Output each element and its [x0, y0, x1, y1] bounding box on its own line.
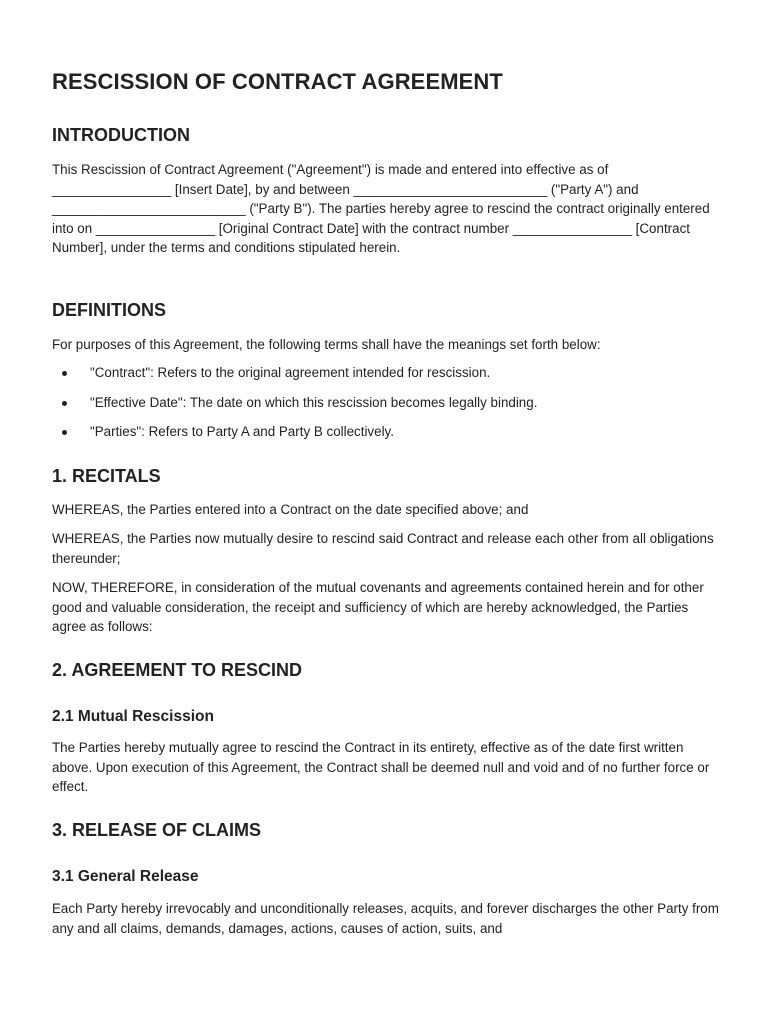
mutual-rescission-paragraph: The Parties hereby mutually agree to rescind the Contract in its entirety, effective as of the date first written above. Upon execution of this Agreement, the Contract shall be deemed null and void and of no further force or effect. — [52, 740, 710, 794]
definition-text: "Parties": Refers to Party A and Party B collectively. — [90, 424, 394, 439]
definitions-heading: DEFINITIONS — [52, 300, 167, 320]
general-release-subheading: 3.1 General Release — [52, 868, 199, 885]
definitions-lead: For purposes of this Agreement, the following terms shall have the meanings set forth below: — [52, 337, 601, 352]
definition-item — [52, 422, 712, 452]
recital-paragraph: WHEREAS, the Parties now mutually desire to rescind said Contract and release each other from all obligations thereunder; — [52, 531, 714, 566]
definition-text: "Effective Date": The date on which this rescission becomes legally binding. — [90, 394, 538, 410]
bullet-icon — [62, 371, 67, 376]
definitions-list — [52, 363, 712, 452]
agreement-to-rescind-heading: 2. AGREEMENT TO RESCIND — [52, 660, 303, 680]
general-release-paragraph: Each Party hereby irrevocably and unconditionally releases, acquits, and forever discharges the other Party from any and all claims, demands, damages, actions, causes of action, suits, and — [52, 901, 719, 936]
recitals-heading: 1. RECITALS — [52, 466, 161, 486]
definition-text: "Contract": Refers to the original agreement intended for rescission. — [90, 365, 491, 380]
definition-item — [52, 363, 712, 393]
release-of-claims-heading: 3. RELEASE OF CLAIMS — [52, 820, 262, 840]
introduction-heading: INTRODUCTION — [52, 125, 190, 145]
bullet-icon — [62, 430, 67, 435]
introduction-paragraph: This Rescission of Contract Agreement ("Agreement") is made and entered into effective as of ________________ [Insert Date], by and between __________________________ ("Party A") and __________________________ ("Party B"). The parties hereby agree to rescind the contract originally entered into on ________________ [Original Contract Date] with the contract number ________________ [Contract Number], under the terms and conditions stipulated herein. — [52, 162, 710, 255]
definition-item — [52, 393, 712, 423]
bullet-icon — [62, 401, 67, 406]
recital-paragraph: WHEREAS, the Parties entered into a Contract on the date specified above; and — [52, 502, 529, 517]
mutual-rescission-subheading: 2.1 Mutual Rescission — [52, 708, 214, 725]
recital-paragraph: NOW, THEREFORE, in consideration of the mutual covenants and agreements contained herein and for other good and valuable consideration, the receipt and sufficiency of which are hereby acknowledged, the Parties agree as follows: — [52, 580, 704, 634]
document-title: RESCISSION OF CONTRACT AGREEMENT — [52, 69, 503, 94]
